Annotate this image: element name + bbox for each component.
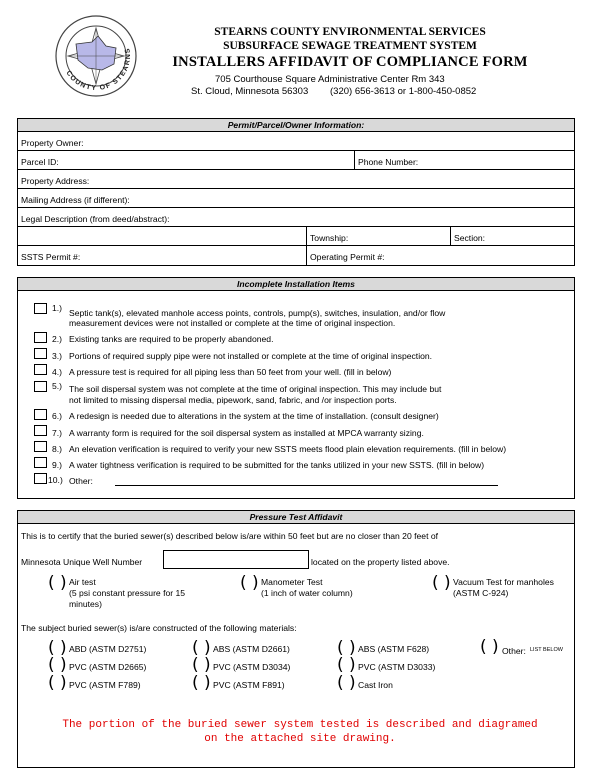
item-number: 6.) [52, 411, 63, 421]
mailing-address-row [18, 189, 574, 208]
material-label: ABD (ASTM D2751) [69, 644, 147, 654]
item-5-checkbox[interactable] [34, 381, 47, 392]
material-label: ABS (ASTM F628) [358, 644, 430, 654]
item-6-checkbox[interactable] [34, 409, 47, 420]
agency-name: STEARNS COUNTY ENVIRONMENTAL SERVICES [214, 26, 486, 38]
material-checkbox[interactable]: ( ) [337, 655, 356, 675]
test-detail: (ASTM C-924) [453, 588, 509, 598]
permit-section [17, 118, 575, 266]
item-number: 4.) [52, 367, 63, 377]
well-after-text: located on the property listed above. [311, 557, 450, 567]
item-text: A redesign is needed due to alterations in the system at the time of installation. (consult designer) [69, 411, 439, 421]
item-text: A water tightness verification is required to be submitted for the tanks utilized in your new SSTS. (fill in below) [69, 460, 485, 470]
air-test-checkbox[interactable]: ( ) [48, 573, 67, 593]
parcel-id-field[interactable]: Parcel ID: [21, 157, 59, 167]
parcel-row [18, 151, 574, 170]
other-material-label: Other: [502, 646, 526, 656]
phone-number-field[interactable]: Phone Number: [358, 157, 419, 167]
county-seal [54, 14, 138, 98]
township-row [18, 227, 574, 246]
material-label: PVC (ASTM F789) [69, 680, 141, 690]
permit-heading: Permit/Parcel/Owner Information: [18, 119, 574, 132]
item-1-checkbox[interactable] [34, 303, 47, 314]
material-checkbox[interactable]: ( ) [48, 655, 67, 675]
item-7-checkbox[interactable] [34, 425, 47, 436]
seal-icon [54, 14, 138, 98]
item-text: measurement devices were not installed or complete at the time of original inspection. [69, 318, 396, 328]
well-number-input[interactable] [163, 550, 309, 569]
property-address-row [18, 170, 574, 189]
section-field[interactable]: Section: [454, 233, 486, 243]
footer-note-line2: on the attached site drawing. [204, 733, 396, 745]
material-label: PVC (ASTM D3034) [213, 662, 291, 672]
test-label: Manometer Test [261, 577, 323, 587]
property-address-field[interactable]: Property Address: [21, 176, 90, 186]
material-checkbox[interactable]: ( ) [337, 673, 356, 693]
form-title: INSTALLERS AFFIDAVIT OF COMPLIANCE FORM [172, 54, 528, 70]
material-label: PVC (ASTM F891) [213, 680, 285, 690]
item-text: The soil dispersal system was not complete at the time of original inspection. This may include but [69, 384, 442, 394]
material-label: Cast Iron [358, 680, 393, 690]
material-checkbox[interactable]: ( ) [337, 638, 356, 658]
item-text: A warranty form is required for the soil dispersal system as installed at MPCA warranty sizing. [69, 428, 424, 438]
item-text: Existing tanks are required to be properly abandoned. [69, 334, 274, 344]
item-text: Portions of required supply pipe were not installed or complete at the time of original inspection. [69, 351, 433, 361]
address-line: 705 Courthouse Square Administrative Center Rm 343 [215, 74, 445, 85]
operating-permit-field[interactable]: Operating Permit #: [310, 252, 385, 262]
other-material-checkbox[interactable]: ( ) [480, 637, 499, 657]
material-checkbox[interactable]: ( ) [192, 638, 211, 658]
ssts-permit-field[interactable]: SSTS Permit #: [21, 252, 81, 262]
item-8-checkbox[interactable] [34, 441, 47, 452]
material-label: ABS (ASTM D2661) [213, 644, 290, 654]
item-9-checkbox[interactable] [34, 457, 47, 468]
incomplete-heading: Incomplete Installation Items [18, 278, 574, 291]
legal-description-row [18, 208, 574, 227]
item-text: not limited to missing dispersal media, pipework, sand, fabric, and /or inspection ports. [69, 395, 397, 405]
mailing-address-field[interactable]: Mailing Address (if different): [21, 195, 130, 205]
test-detail: (5 psi constant pressure for 15 [69, 588, 186, 598]
footer-note-line1: The portion of the buried sewer system tested is described and diagramed [62, 719, 538, 731]
vacuum-test-checkbox[interactable]: ( ) [432, 573, 451, 593]
item-text: Septic tank(s), elevated manhole access points, controls, pump(s), switches, insulation, and/or flow [69, 308, 446, 318]
other-input-line[interactable] [115, 485, 498, 486]
incomplete-section [17, 277, 575, 499]
materials-intro: The subject buried sewer(s) is/are constructed of the following materials: [21, 623, 297, 633]
ssts-row [18, 246, 574, 265]
item-number: 8.) [52, 444, 63, 454]
item-number: 1.) [52, 303, 63, 313]
pressure-section [17, 510, 575, 768]
item-3-checkbox[interactable] [34, 348, 47, 359]
material-checkbox[interactable]: ( ) [48, 673, 67, 693]
certify-text: This is to certify that the buried sewer(s) described below is/are within 50 feet but are no closer than 20 feet of [21, 531, 439, 541]
item-number: 10.) [48, 475, 63, 485]
material-checkbox[interactable]: ( ) [192, 655, 211, 675]
test-detail: minutes) [69, 599, 102, 609]
material-label: PVC (ASTM D3033) [358, 662, 436, 672]
item-number: 9.) [52, 460, 63, 470]
item-number: 5.) [52, 381, 63, 391]
item-2-checkbox[interactable] [34, 332, 47, 343]
item-number: 3.) [52, 351, 63, 361]
phone-line: (320) 656-3613 or 1-800-450-0852 [330, 86, 477, 97]
material-checkbox[interactable]: ( ) [48, 638, 67, 658]
program-name: SUBSURFACE SEWAGE TREATMENT SYSTEM [223, 40, 477, 52]
test-detail: (1 inch of water column) [261, 588, 353, 598]
well-number-label: Minnesota Unique Well Number [21, 557, 143, 567]
test-label: Air test [69, 577, 96, 587]
item-text: A pressure test is required for all piping less than 50 feet from your well. (fill in below) [69, 367, 392, 377]
material-checkbox[interactable]: ( ) [192, 673, 211, 693]
material-label: PVC (ASTM D2665) [69, 662, 147, 672]
pressure-heading: Pressure Test Affidavit [18, 511, 574, 524]
item-text: An elevation verification is required to verify your new SSTS meets flood plain elevation requirements. (fill in below) [69, 444, 507, 454]
property-owner-row [18, 132, 574, 151]
manometer-test-checkbox[interactable]: ( ) [240, 573, 259, 593]
legal-description-field[interactable]: Legal Description (from deed/abstract): [21, 214, 170, 224]
item-10-checkbox[interactable] [34, 473, 47, 484]
item-number: 2.) [52, 334, 63, 344]
city-line: St. Cloud, Minnesota 56303 [191, 86, 309, 97]
item-number: 7.) [52, 428, 63, 438]
township-field[interactable]: Township: [310, 233, 349, 243]
list-below-note: LIST BELOW [530, 647, 563, 653]
other-label: Other: [69, 476, 93, 486]
item-4-checkbox[interactable] [34, 364, 47, 375]
test-label: Vacuum Test for manholes [453, 577, 554, 587]
svg-text:COUNTY OF STEARNS: COUNTY OF STEARNS [64, 46, 133, 93]
property-owner-field[interactable]: Property Owner: [21, 138, 84, 148]
